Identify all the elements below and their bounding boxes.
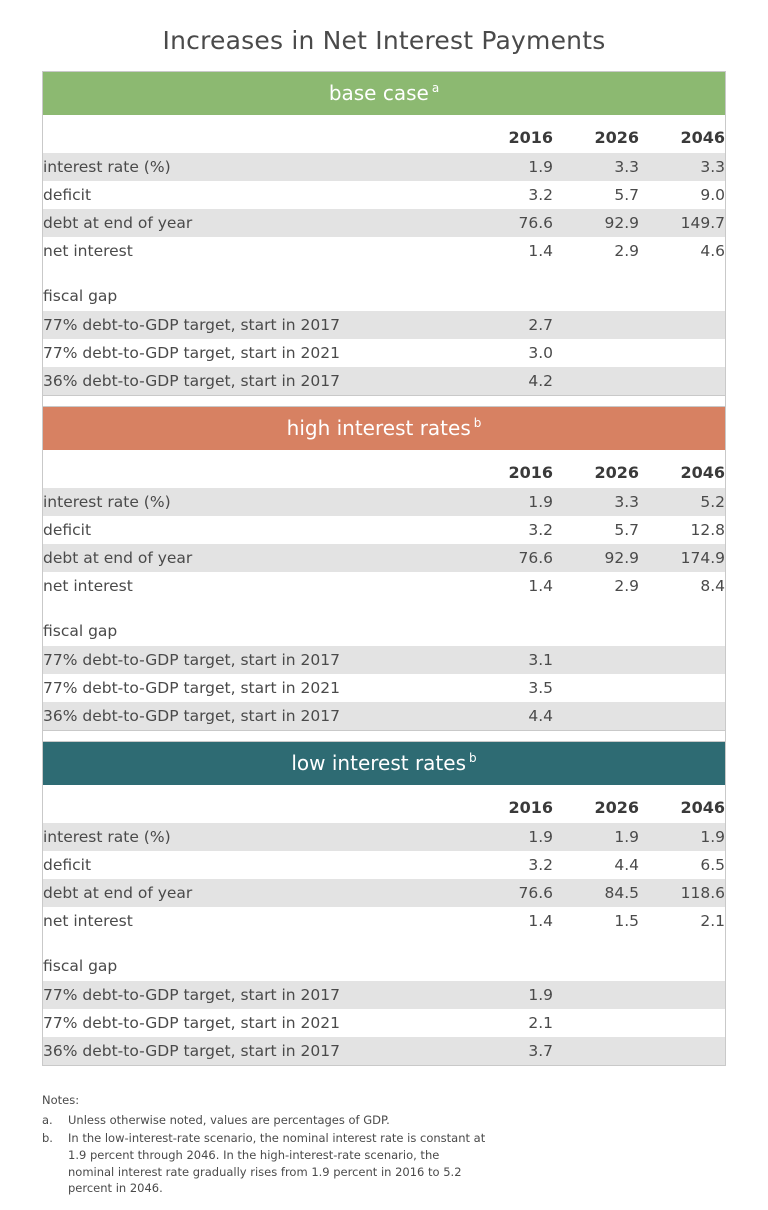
row-label: net interest xyxy=(43,242,133,260)
cell-value: 3.0 xyxy=(528,344,553,362)
table-row xyxy=(43,311,725,339)
cell-value: 2.1 xyxy=(528,1014,553,1032)
row-label: debt at end of year xyxy=(43,884,193,902)
note-text: In the low-interest-rate scenario, the nominal interest rate is constant at 1.9 percent through 2046. In the high-interest-rate scenario, the nominal interest rate gradually rises from 1.9 percent in 2016 to 5.2 percent in 2046. xyxy=(68,1131,486,1196)
table-row xyxy=(43,851,725,879)
cell-value: 3.2 xyxy=(528,856,553,874)
row-label: debt at end of year xyxy=(43,549,193,567)
table-row xyxy=(43,516,725,544)
row-label: 77% debt-to-GDP target, start in 2017 xyxy=(43,986,341,1004)
fiscal-gap-heading-row xyxy=(43,281,725,311)
note-item xyxy=(42,1112,726,1129)
table-row xyxy=(43,237,725,265)
row-label: interest rate (%) xyxy=(43,828,171,846)
cell-value: 6.5 xyxy=(700,856,725,874)
cell-value: 1.9 xyxy=(700,828,725,846)
table-row xyxy=(43,907,725,935)
cell-value: 76.6 xyxy=(518,884,553,902)
row-label: debt at end of year xyxy=(43,214,193,232)
table-row xyxy=(43,572,725,600)
cell-value: 3.2 xyxy=(528,521,553,539)
cell-value: 1.9 xyxy=(528,986,553,1004)
cell-value: 92.9 xyxy=(604,549,639,567)
cell-value: 5.7 xyxy=(614,186,639,204)
page-title: Increases in Net Interest Payments xyxy=(162,26,606,55)
table-base-case xyxy=(43,115,725,395)
cell-value: 3.2 xyxy=(528,186,553,204)
row-label: interest rate (%) xyxy=(43,493,171,511)
cell-value: 174.9 xyxy=(680,549,725,567)
panel-title: base case xyxy=(328,81,429,105)
row-label: net interest xyxy=(43,912,133,930)
panel-header-low-interest-rates xyxy=(43,742,725,785)
cell-value: 12.8 xyxy=(690,521,725,539)
panel-footnote-marker: b xyxy=(469,751,477,766)
table-row xyxy=(43,339,725,367)
notes-section xyxy=(42,1092,726,1197)
row-label: 77% debt-to-GDP target, start in 2017 xyxy=(43,316,341,334)
column-header-2046: 2046 xyxy=(680,127,725,147)
table-row xyxy=(43,488,725,516)
column-header-2016: 2016 xyxy=(508,127,553,147)
column-header-2026: 2026 xyxy=(594,797,639,817)
cell-value: 92.9 xyxy=(604,214,639,232)
cell-value: 3.1 xyxy=(528,651,553,669)
fiscal-gap-heading-row xyxy=(43,951,725,981)
row-spacer xyxy=(43,935,725,951)
cell-value: 118.6 xyxy=(680,884,725,902)
table-row xyxy=(43,1037,725,1066)
cell-value: 1.4 xyxy=(528,912,553,930)
cell-value: 4.4 xyxy=(528,707,553,725)
cell-value: 3.7 xyxy=(528,1042,553,1060)
table-row xyxy=(43,181,725,209)
panel-title: high interest rates xyxy=(286,416,471,440)
cell-value: 1.5 xyxy=(614,912,639,930)
table-header-row xyxy=(43,450,725,488)
cell-value: 1.4 xyxy=(528,242,553,260)
fiscal-gap-label: fiscal gap xyxy=(43,281,467,311)
row-label: 36% debt-to-GDP target, start in 2017 xyxy=(43,1042,341,1060)
column-header-2046: 2046 xyxy=(680,462,725,482)
row-label: deficit xyxy=(43,521,92,539)
note-item xyxy=(42,1130,726,1197)
row-label: 77% debt-to-GDP target, start in 2017 xyxy=(43,651,341,669)
cell-value: 5.7 xyxy=(614,521,639,539)
cell-value: 84.5 xyxy=(604,884,639,902)
row-label: 36% debt-to-GDP target, start in 2017 xyxy=(43,707,341,725)
cell-value: 3.3 xyxy=(614,158,639,176)
table-row xyxy=(43,1009,725,1037)
row-label: deficit xyxy=(43,186,92,204)
table-row xyxy=(43,209,725,237)
note-text: Unless otherwise noted, values are percentages of GDP. xyxy=(68,1112,390,1127)
column-header-2016: 2016 xyxy=(508,797,553,817)
table-header-row xyxy=(43,115,725,153)
cell-value: 2.9 xyxy=(614,242,639,260)
cell-value: 4.6 xyxy=(700,242,725,260)
cell-value: 76.6 xyxy=(518,549,553,567)
cell-value: 4.2 xyxy=(528,372,553,390)
fiscal-gap-heading-row xyxy=(43,616,725,646)
table-low-interest-rates xyxy=(43,785,725,1066)
header-spacer xyxy=(43,785,467,823)
panel-high-interest-rates xyxy=(43,407,725,730)
table-row xyxy=(43,674,725,702)
fiscal-gap-label: fiscal gap xyxy=(43,951,467,981)
table-header-row xyxy=(43,785,725,823)
panel-header-high-interest-rates xyxy=(43,407,725,450)
cell-value: 2.1 xyxy=(700,912,725,930)
table-row xyxy=(43,981,725,1009)
note-marker: b. xyxy=(42,1131,53,1146)
row-spacer xyxy=(43,600,725,616)
column-header-2016: 2016 xyxy=(508,462,553,482)
fiscal-gap-label: fiscal gap xyxy=(43,616,467,646)
panel-footnote-marker: a xyxy=(431,81,440,96)
table-row xyxy=(43,702,725,730)
scenario-tables xyxy=(42,71,726,1066)
cell-value: 9.0 xyxy=(700,186,725,204)
cell-value: 3.3 xyxy=(700,158,725,176)
table-row xyxy=(43,367,725,395)
cell-value: 1.9 xyxy=(614,828,639,846)
header-spacer xyxy=(43,450,467,488)
panel-base-case xyxy=(43,72,725,395)
cell-value: 1.9 xyxy=(528,493,553,511)
cell-value: 2.7 xyxy=(528,316,553,334)
panel-footnote-marker: b xyxy=(473,416,482,431)
panel-low-interest-rates xyxy=(43,742,725,1066)
table-row xyxy=(43,879,725,907)
cell-value: 149.7 xyxy=(680,214,725,232)
column-header-2026: 2026 xyxy=(594,127,639,147)
row-spacer xyxy=(43,265,725,281)
row-label: 36% debt-to-GDP target, start in 2017 xyxy=(43,372,341,390)
table-row xyxy=(43,646,725,674)
row-label: net interest xyxy=(43,577,133,595)
header-spacer xyxy=(43,115,467,153)
table-row xyxy=(43,544,725,572)
cell-value: 3.5 xyxy=(528,679,553,697)
row-label: deficit xyxy=(43,856,92,874)
table-row xyxy=(43,823,725,851)
cell-value: 1.4 xyxy=(528,577,553,595)
cell-value: 1.9 xyxy=(528,828,553,846)
panel-divider xyxy=(43,730,725,742)
cell-value: 3.3 xyxy=(614,493,639,511)
panel-divider xyxy=(43,395,725,407)
cell-value: 4.4 xyxy=(614,856,639,874)
table-high-interest-rates xyxy=(43,450,725,730)
cell-value: 76.6 xyxy=(518,214,553,232)
column-header-2046: 2046 xyxy=(680,797,725,817)
row-label: 77% debt-to-GDP target, start in 2021 xyxy=(43,344,341,362)
column-header-2026: 2026 xyxy=(594,462,639,482)
row-label: 77% debt-to-GDP target, start in 2021 xyxy=(43,1014,341,1032)
row-label: interest rate (%) xyxy=(43,158,171,176)
panel-title: low interest rates xyxy=(291,751,466,775)
cell-value: 5.2 xyxy=(700,493,725,511)
cell-value: 1.9 xyxy=(528,158,553,176)
table-row xyxy=(43,153,725,181)
cell-value: 2.9 xyxy=(614,577,639,595)
note-marker: a. xyxy=(42,1112,53,1127)
notes-heading: Notes: xyxy=(42,1093,80,1107)
cell-value: 8.4 xyxy=(700,577,725,595)
panel-header-base-case xyxy=(43,72,725,115)
row-label: 77% debt-to-GDP target, start in 2021 xyxy=(43,679,341,697)
